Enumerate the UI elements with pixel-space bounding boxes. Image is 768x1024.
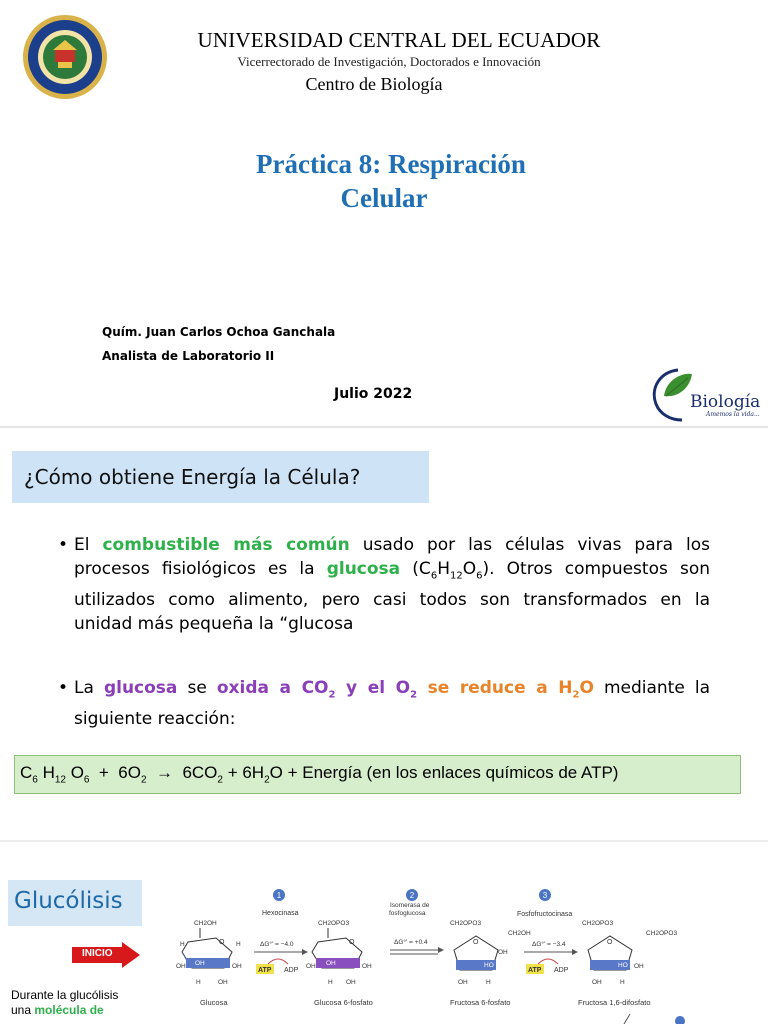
enzyme-isomerasa-line1: Isomerasa de [390,902,430,909]
bullet-fuel-line2: procesos fisiológicos es la glucosa $(C_6H_{12}O_6)$. Otros compuestos son [74,559,711,582]
svg-text:OH: OH [362,963,372,970]
svg-text:OH: OH [458,979,468,986]
svg-text:OH: OH [306,963,316,970]
question-heading: ¿Cómo obtiene Energía la Célula? [24,465,361,489]
svg-text:ADP: ADP [284,967,299,974]
enzyme-fosfofructocinasa: Fosfofructocinasa [517,911,573,918]
bullet-fuel [60,533,710,636]
vicerrectorado-text: Vicerrectorado de Investigación, Doctorados e Innovación [237,54,541,69]
bullet-fuel-line3: utilizados como alimento, pero casi todos son transformados en la [74,590,710,611]
svg-text:CH2OPO3: CH2OPO3 [582,920,614,927]
slide-divider [0,840,768,842]
enzyme-hexocinasa: Hexocinasa [262,910,299,917]
svg-text:H: H [486,979,491,986]
svg-text:OH: OH [232,963,242,970]
svg-text:O: O [349,939,355,946]
presentation-date: Julio 2022 [334,386,413,402]
slide-divider [0,426,768,428]
svg-text:HO: HO [618,962,628,969]
svg-text:OH: OH [634,963,644,970]
practice-title-line1: Práctica 8: Respiración [256,149,526,179]
svg-text:H: H [328,979,333,986]
svg-text:1: 1 [276,891,282,900]
svg-text:OH: OH [346,979,356,986]
svg-text:CH2OPO3: CH2OPO3 [646,930,678,937]
svg-text:OH: OH [218,979,228,986]
molecule-glucosa-6-fosfato [306,920,372,986]
bullet-reaction [60,676,710,731]
svg-text:O: O [607,939,613,946]
svg-text:3: 3 [542,891,548,900]
svg-text:ATP: ATP [258,967,272,974]
molecule-fructosa-6-fosfato [450,920,531,986]
svg-text:ATP: ATP [528,967,542,974]
svg-text:CH2OPO3: CH2OPO3 [450,920,482,927]
svg-text:ΔG°' = +0.4: ΔG°' = +0.4 [394,939,428,946]
label-glucosa: Glucosa [200,998,228,1007]
bullet-fuel-line1: El combustible más común usado por las células vivas para los [74,535,711,555]
step-marker-2 [406,889,418,901]
label-glucosa-6-fosfato: Glucosa 6-fosfato [314,998,373,1007]
bullet-reaction-line2: siguiente reacción: [74,709,236,730]
reaction-arrow-3 [524,940,578,974]
svg-text:2: 2 [409,891,415,900]
bullet-reaction-line1: La glucosa se oxida a $CO_2$ y el $O_2$ se reduce a $H_2O$ mediante la [74,678,710,701]
svg-text:CH2OH: CH2OH [508,930,531,937]
svg-text:OH: OH [195,960,205,967]
svg-text:OH: OH [592,979,602,986]
bullet-dot: • [58,678,69,698]
author-role: Analista de Laboratorio II [102,349,275,363]
svg-text:CH2OH: CH2OH [194,920,217,927]
reaction-arrow-2 [390,938,444,954]
step-marker-3 [539,889,551,901]
svg-text:HO: HO [484,962,494,969]
molecule-fructosa-1-6-difosfato [582,920,677,986]
author-name: Quím. Juan Carlos Ochoa Ganchala [102,325,336,339]
glycolysis-title: Glucólisis [14,888,123,914]
svg-text:H: H [236,941,241,948]
bullet-fuel-line4: unidad más pequeña la “glucosa [74,614,354,635]
svg-text:H: H [196,979,201,986]
bullet-dot: • [58,535,69,555]
step-marker-1 [273,889,285,901]
svg-text:O: O [473,939,479,946]
reaction-arrow-1 [254,940,308,974]
glycolysis-pathway-diagram [168,880,768,1024]
svg-text:ΔG°' = −3.4: ΔG°' = −3.4 [532,941,566,948]
svg-text:ΔG°' = −4.0: ΔG°' = −4.0 [260,941,294,948]
biologia-logo-text: Biología [690,392,761,412]
inicio-label: INICIO [82,948,113,959]
svg-text:OH: OH [176,963,186,970]
glycolysis-description: Durante la glucólisis una molécula de [11,988,119,1017]
molecule-glucosa [176,920,242,986]
university-name: UNIVERSIDAD CENTRAL DEL ECUADOR [197,28,601,52]
label-fructosa-6-fosfato: Fructosa 6-fosfato [450,998,511,1007]
centro-text: Centro de Biología [305,74,443,94]
enzyme-isomerasa-line2: fosfoglucosa [389,910,426,917]
practice-title-line2: Celular [340,183,428,213]
svg-text:OH: OH [498,949,508,956]
svg-text:H: H [620,979,625,986]
svg-text:O: O [219,939,225,946]
svg-text:CH2OPO3: CH2OPO3 [318,920,350,927]
svg-text:H: H [180,941,185,948]
svg-text:OH: OH [326,960,336,967]
label-fructosa-1-6-difosfato: Fructosa 1,6-difosfato [578,998,651,1007]
svg-text:ADP: ADP [554,967,569,974]
respiration-equation: $C_6$ $H_{12}$ $O_6 + 6O_2 \to 6CO_2 + 6H_2O$ + Energía (en los enlaces químicos de ATP) [20,763,619,786]
biologia-logo-tagline: Amemos la vida... [706,411,760,418]
